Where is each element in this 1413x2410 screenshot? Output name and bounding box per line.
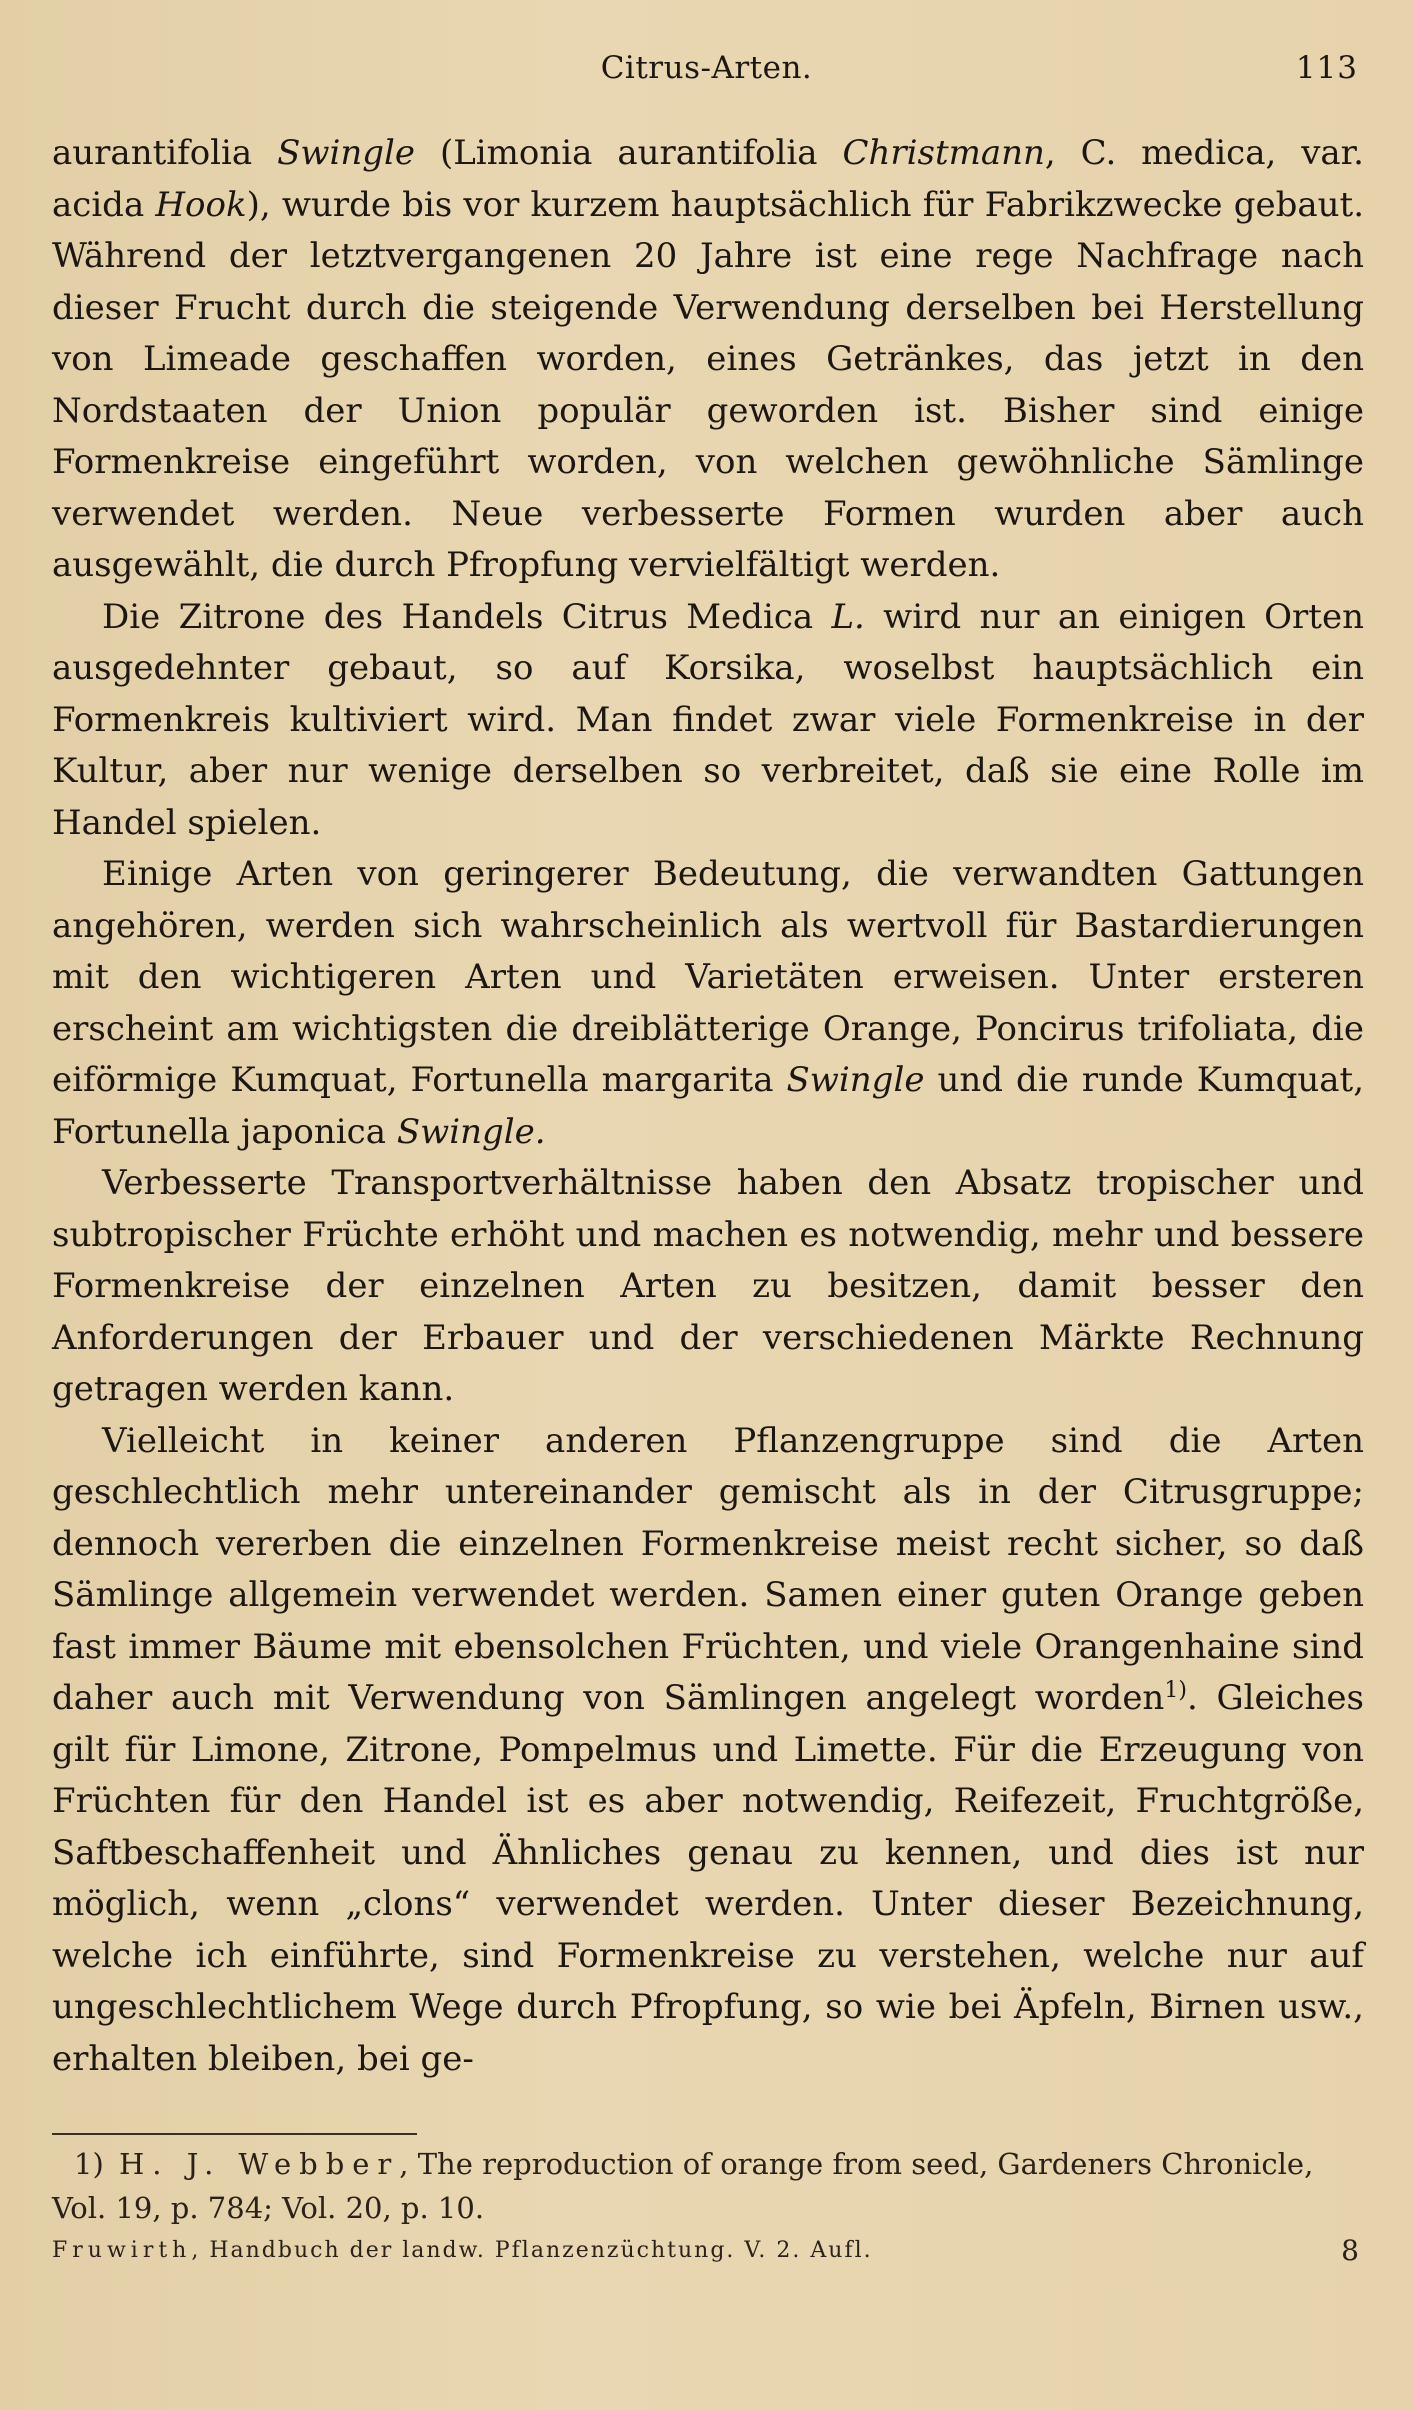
italic-text: Hook: [155, 184, 247, 225]
italic-text: Swingle: [277, 133, 416, 173]
italic-text: Swingle.: [396, 1111, 546, 1152]
italic-text: Swingle: [786, 1060, 925, 1100]
signature-mark: 8: [1341, 2234, 1359, 2267]
signature-line: [52, 2234, 1359, 2267]
footnote-text: , The reproduction of orange from seed, Gardeners Chronicle, Vol. 19, p. 784; Vol. 20, p. 10.: [52, 2147, 1314, 2225]
text-run: ), wurde bis vor kurzem hauptsächlich für Fabrikzwecke gebaut. Während der letztvergangenen 20 Jahre ist eine rege Nachfrage nach dieser Frucht durch die steigende Verwendung derselben bei Herstellung von Limeade geschaffen worden, eines Getränkes, das jetzt in den Nordstaaten der Union populär geworden ist. Bisher sind einige Formenkreise eingeführt worden, von welchen gewöhnliche Sämlinge verwendet werden. Neue verbesserte Formen wurden aber auch ausgewählt, die durch Pfropfung vervielfältigt werden.: [52, 184, 1364, 585]
footnote: [52, 2142, 1372, 2230]
footnote-author: H. J. Webber: [118, 2147, 400, 2181]
footer-title: , Handbuch der landw. Pflanzenzüchtung. V. 2. Aufl.: [191, 2238, 873, 2263]
italic-text: Christmann: [842, 133, 1045, 173]
paragraph: [52, 849, 1364, 1158]
paragraph: [52, 1416, 1364, 2086]
text-run: wird nur an einigen Orten ausgedehnter gebaut, so auf Korsika, woselbst hauptsächlich ein Formenkreis kultiviert wird. Man findet zwar viele Formenkreise in der Kultur, aber nur wenige derselben so verbreitet, daß sie eine Rolle im Handel spielen.: [52, 596, 1364, 843]
footnote-marker: 1): [74, 2147, 104, 2181]
footnote-reference: 1): [1164, 1678, 1187, 1703]
text-run: , C. medica, var. acida: [52, 133, 1364, 225]
text-run: Einige Arten von geringerer Bedeutung, die verwandten Gattungen angehören, werden sich wahrscheinlich als wertvoll für Bastardierungen mit den wichtigeren Arten und Varietäten erweisen. Unter ersteren erscheint am wichtigsten die dreiblätterige Orange, Poncirus trifoliata, die eiförmige Kumquat, Fortunella margarita: [52, 854, 1364, 1100]
footnote-separator: [52, 2133, 417, 2135]
text-run: und die runde Kumquat, Fortunella japonica: [52, 1060, 1364, 1152]
body-text: [52, 128, 1364, 2085]
text-run: aurantifolia: [52, 133, 278, 173]
running-title: Citrus-Arten.: [600, 50, 813, 86]
text-run: . Gleiches gilt für Limone, Zitrone, Pompelmus und Limette. Für die Erzeugung von Früchten für den Handel ist es aber notwendig, Reifezeit, Fruchtgröße, Saftbeschaffenheit und Ähnliches genau zu kennen, und dies ist nur möglich, wenn „clons“ verwendet werden. Unter dieser Bezeichnung, welche ich einführte, sind Formenkreise zu verstehen, welche nur auf ungeschlechtlichem Wege durch Pfropfung, so wie bei Äpfeln, Birnen usw., erhalten bleiben, bei ge-: [52, 1678, 1364, 2079]
text-run: Die Zitrone des Handels Citrus Medica: [102, 596, 832, 637]
text-run: (Limonia aurantifolia: [415, 133, 843, 173]
text-run: Vielleicht in keiner anderen Pflanzengruppe sind die Arten geschlechtlich mehr untereinander gemischt als in der Citrusgruppe; dennoch vererben die einzelnen Formenkreise meist recht sicher, so daß Sämlinge allgemein verwendet werden. Samen einer guten Orange geben fast immer Bäume mit ebensolchen Früchten, und viele Orangenhaine sind daher auch mit Verwendung von Sämlingen angelegt worden: [52, 1420, 1364, 1718]
page-header: [0, 50, 1413, 100]
paragraph: [52, 592, 1364, 850]
footer-author: Fruwirth: [52, 2238, 192, 2263]
paragraph: [52, 1158, 1364, 1416]
page-number: 113: [1295, 50, 1358, 86]
text-run: Verbesserte Transportverhältnisse haben den Absatz tropischer und subtropischer Früchte erhöht und machen es notwendig, mehr und bessere Formenkreise der einzelnen Arten zu besitzen, damit besser den Anforderungen der Erbauer und der verschiedenen Märkte Rechnung getragen werden kann.: [52, 1163, 1364, 1409]
paragraph: [52, 128, 1364, 592]
italic-text: L.: [831, 596, 865, 637]
